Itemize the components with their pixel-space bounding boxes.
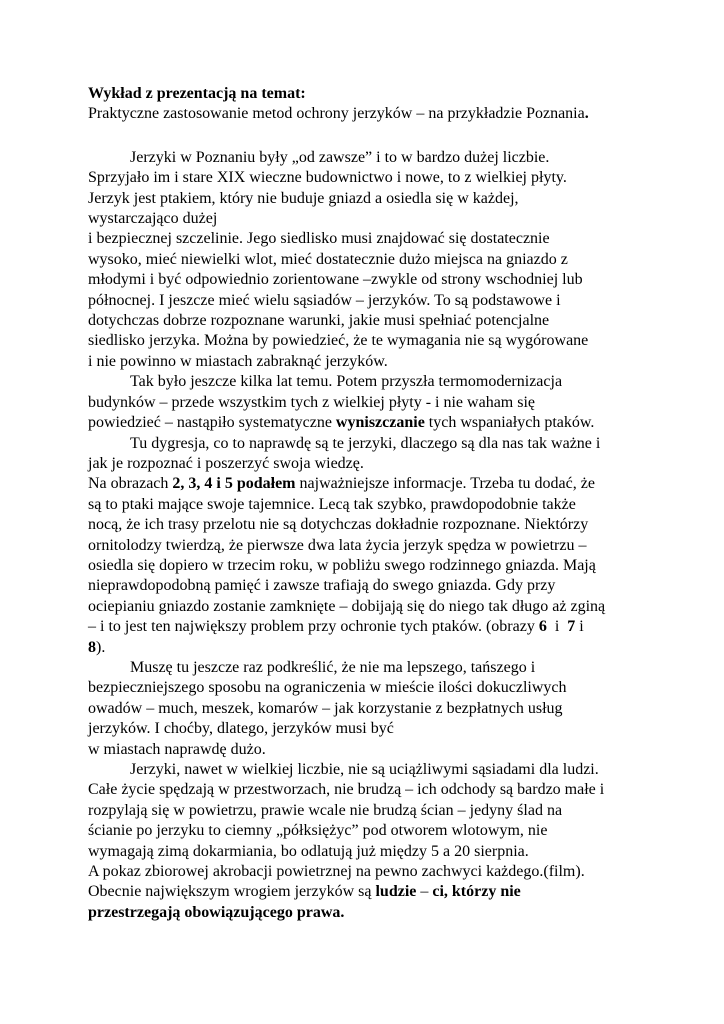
text-line: wymagają zimą dokarmiania, bo odlatują już między 5 a 20 sierpnia. bbox=[88, 842, 529, 860]
text-line: są to ptaki mające swoje tajemnice. Lecą tak szybko, prawdopodobnie także bbox=[88, 495, 576, 513]
text-line: wystarczająco dużej bbox=[88, 210, 218, 228]
document-page bbox=[88, 84, 648, 923]
text-line: Tak było jeszcze kilka lat temu. Potem przyszła termomodernizacja bbox=[130, 373, 563, 391]
lecture-subtitle bbox=[88, 104, 648, 124]
text-fragment: tych wspaniałych ptaków. bbox=[424, 414, 595, 432]
text-line: Sprzyjało im i stare XIX wieczne budownictwo i nowe, to z wielkiej płyty. bbox=[88, 169, 567, 187]
text-line: Jerzyk jest ptakiem, który nie buduje gniazd a osiedla się w każdej, bbox=[88, 189, 519, 207]
text-line: Jerzyki, nawet w wielkiej liczbie, nie są uciążliwymi sąsiadami dla ludzi. bbox=[130, 761, 599, 778]
text-line: A pokaz zbiorowej akrobacji powietrznej na pewno zachwyci każdego.(film). bbox=[88, 863, 585, 881]
text-fragment: – bbox=[416, 883, 433, 901]
paragraph-4 bbox=[88, 474, 648, 658]
text-line: jerzyków. I choćby, dlatego, jerzyków musi być bbox=[88, 720, 394, 738]
text-line: nocą, że ich trasy przelotu nie są dotychczas dokładnie rozpoznane. Niektórzy bbox=[88, 516, 589, 534]
text-line: ornitolodzy twierdzą, że pierwsze dwa lata życia jerzyk spędza w powietrzu – bbox=[88, 536, 587, 554]
paragraph-5-cont bbox=[88, 678, 648, 760]
text-line: osiedla się dopiero w trzecim roku, w pobliżu swego rodzinnego gniazda. Mają bbox=[88, 556, 596, 574]
text-line: Muszę tu jeszcze raz podkreślić, że nie ma lepszego, tańszego i bbox=[130, 658, 536, 676]
text-fragment: – i to jest ten największy problem przy ochronie tych ptaków. (obrazy bbox=[88, 618, 539, 636]
text-line: i bezpiecznej szczelinie. Jego siedlisko musi znajdować się dostatecznie bbox=[88, 230, 550, 248]
text-line: Całe życie spędzają w przestworzach, nie brudzą – ich odchody są bardzo małe i bbox=[88, 781, 605, 799]
text-line: wysoko, mieć niewielki wlot, mieć dostatecznie dużo miejsca na gniazdo z bbox=[88, 250, 568, 268]
bold-term: 7 bbox=[567, 618, 576, 636]
paragraph-6-cont bbox=[88, 780, 648, 923]
text-line: siedlisko jerzyka. Można by powiedzieć, że te wymagania nie są wygórowane bbox=[88, 332, 589, 350]
bold-term: ludzie bbox=[375, 883, 417, 901]
text-line: owadów – much, meszek, komarów – jak korzystanie z bezpłatnych usług bbox=[88, 699, 563, 717]
paragraph-3-cont bbox=[88, 454, 648, 474]
lecture-label: Wykład z prezentacją na temat: bbox=[88, 85, 306, 102]
text-line: budynków – przede wszystkim tych z wielkiej płyty - i nie waham się bbox=[88, 393, 536, 411]
text-fragment: najważniejsze informacje. Trzeba tu dodać, że bbox=[295, 475, 595, 493]
text-line: nieprawdopodobną pamięć i zawsze trafiają do swego gniazda. Gdy przy bbox=[88, 577, 556, 595]
paragraph-2-cont bbox=[88, 393, 648, 434]
text-line: Jerzyki w Poznaniu były „od zawsze” i to w bardzo dużej liczbie. bbox=[130, 148, 550, 166]
bold-term: ci, którzy nie bbox=[432, 883, 521, 901]
text-fragment: Na obrazach bbox=[88, 475, 173, 493]
text-line: ociepianiu gniazdo zostanie zamknięte – dobijają się do niego tak długo aż zginą bbox=[88, 597, 606, 615]
bold-term: 8 bbox=[88, 638, 96, 656]
text-line: bezpieczniejszego sposobu na ograniczenia w mieście ilości dokuczliwych bbox=[88, 679, 567, 697]
text-fragment: i bbox=[575, 618, 584, 636]
paragraph-1-cont bbox=[88, 189, 648, 373]
paragraph-6 bbox=[88, 760, 648, 780]
bold-term: 2, 3, 4 i 5 podałem bbox=[172, 475, 296, 493]
text-fragment: ). bbox=[96, 638, 106, 656]
paragraph-2 bbox=[88, 372, 648, 392]
text-line: w miastach naprawdę dużo. bbox=[88, 740, 266, 758]
subtitle-period: . bbox=[584, 105, 589, 123]
text-line: ścianie po jerzyku to ciemny „półksiężyc” pod otworem wlotowym, nie bbox=[88, 822, 548, 840]
text-fragment: Obecnie największym wrogiem jerzyków są bbox=[88, 883, 376, 901]
bold-term: przestrzegają obowiązującego prawa. bbox=[88, 903, 345, 921]
text-line: młodymi i być odpowiednio zorientowane –zwykle od strony wschodniej lub bbox=[88, 271, 583, 289]
text-fragment: powiedzieć – nastąpiło systematyczne bbox=[88, 414, 336, 432]
paragraph-1 bbox=[88, 148, 648, 189]
subtitle-text: Praktyczne zastosowanie metod ochrony jerzyków – na przykładzie Poznania bbox=[88, 105, 585, 123]
text-line: i nie powinno w miastach zabraknąć jerzyków. bbox=[88, 352, 388, 370]
text-line: Tu dygresja, co to naprawdę są te jerzyki, dlaczego są dla nas tak ważne i bbox=[130, 434, 601, 452]
bold-term: wyniszczanie bbox=[335, 414, 425, 432]
text-line: jak je rozpoznać i poszerzyć swoja wiedzę. bbox=[88, 454, 364, 472]
bold-term: 6 bbox=[538, 618, 547, 636]
text-line: dotychczas dobrze rozpoznane warunki, jakie musi spełniać potencjalne bbox=[88, 312, 550, 330]
text-line: północnej. I jeszcze mieć wielu sąsiadów – jerzyków. To są podstawowe i bbox=[88, 291, 561, 309]
paragraph-3 bbox=[88, 434, 648, 454]
text-fragment: i bbox=[546, 618, 568, 636]
paragraph-5 bbox=[88, 658, 648, 678]
text-line: rozpylają się w powietrzu, prawie wcale nie brudzą ścian – jedyny ślad na bbox=[88, 801, 563, 819]
